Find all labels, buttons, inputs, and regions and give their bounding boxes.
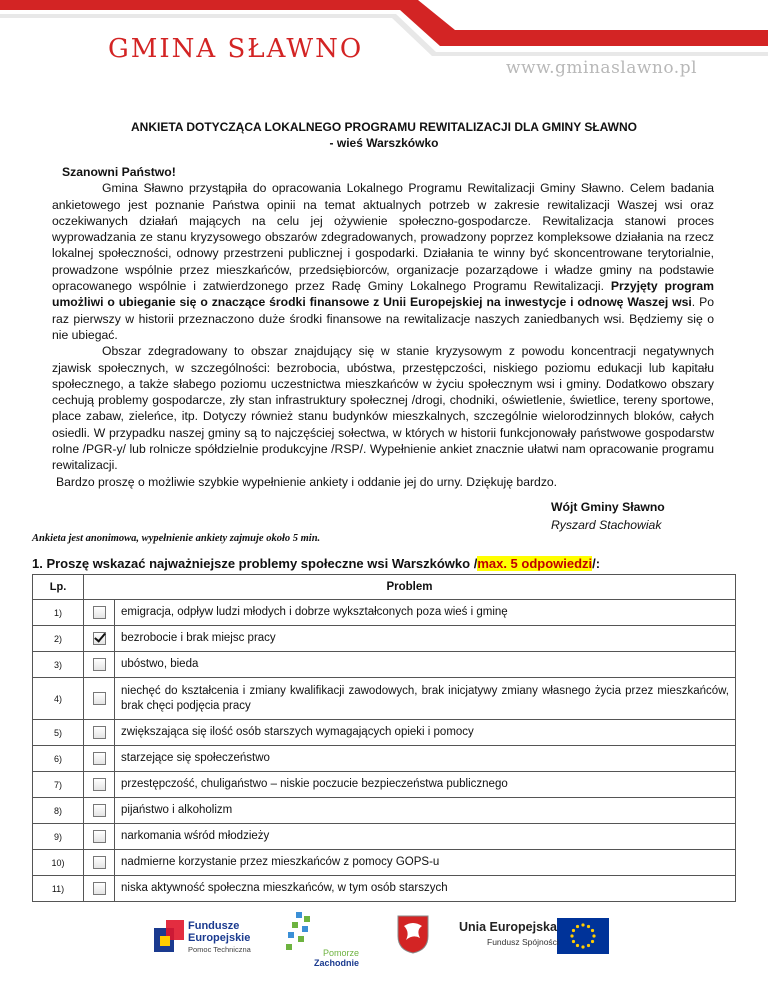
table-row bbox=[33, 720, 736, 746]
paragraph-1-end: . Po raz pierwszy w historii przeznaczono duże środki finansowe na rewitalizacje naszych zaniedbanych wsi. Będziemy się o nie ubiegać. bbox=[52, 295, 714, 342]
table-row bbox=[33, 746, 736, 772]
row-checkbox[interactable] bbox=[93, 606, 106, 619]
table-row bbox=[33, 824, 736, 850]
row-problem-text: narkomania wśród młodzieży bbox=[115, 824, 736, 850]
eu-flag-icon bbox=[557, 918, 609, 954]
row-checkbox-cell bbox=[84, 824, 115, 850]
ue-sub: Fundusz Spójności bbox=[487, 937, 559, 947]
row-checkbox-cell bbox=[84, 746, 115, 772]
ue-title: Unia Europejska bbox=[459, 920, 557, 934]
page-header bbox=[0, 0, 768, 80]
row-number: 1) bbox=[33, 600, 84, 626]
table-row bbox=[33, 798, 736, 824]
row-problem-text: niska aktywność społeczna mieszkańców, w tym osób starszych bbox=[115, 876, 736, 902]
header-decoration bbox=[0, 0, 768, 80]
row-checkbox-cell bbox=[84, 652, 115, 678]
paragraph-1-start: Gmina Sławno przystąpiła do opracowania Lokalnego Programu Rewitalizacji Gminy Sławno. Celem badania ankietowego jest poznanie Państwa opinii na temat aktualnych potrzeb w zakresie rewitalizacji Waszej wsi oraz oczekiwanych działań mających na celu jej ożywienie społeczno-gospodarcze. Rewitalizacja stanowi proces wyprowadzania ze stanu kryzysowego obszarów zdegradowanych, prowadzony poprzez kompleksowe działania na rzecz lokalnej społeczności, odnowy przestrzeni publicznej i gospodarki. Działania te winny być skoncentrowane terytorialnie, prowadzone wspólnie przez mieszkańców, przedsiębiorców, organizacje pozarządowe i władze gminy na podstawie opracowanego wspólnie i zatwierdzonego przez Radę Gminy Lokalnego Programu Rewitalizacji. bbox=[52, 181, 714, 294]
row-checkbox-cell bbox=[84, 798, 115, 824]
table-row bbox=[33, 772, 736, 798]
question-1 bbox=[32, 556, 600, 571]
row-problem-text: nadmierne korzystanie przez mieszkańców z pomocy GOPS-u bbox=[115, 850, 736, 876]
fe-line2: Europejskie bbox=[188, 932, 251, 944]
eu-star bbox=[572, 929, 575, 932]
website-url[interactable]: www.gminaslawno.pl bbox=[506, 58, 698, 78]
row-checkbox[interactable] bbox=[93, 632, 106, 645]
fundusze-europejskie-logo-icon bbox=[150, 918, 186, 954]
row-number: 8) bbox=[33, 798, 84, 824]
fe-line1: Fundusze bbox=[188, 920, 240, 932]
row-checkbox[interactable] bbox=[93, 830, 106, 843]
row-number: 9) bbox=[33, 824, 84, 850]
signature-name: Ryszard Stachowiak bbox=[551, 518, 662, 532]
row-number: 5) bbox=[33, 720, 84, 746]
row-number: 10) bbox=[33, 850, 84, 876]
eu-star bbox=[576, 925, 579, 928]
eu-star bbox=[576, 944, 579, 947]
eu-star bbox=[587, 925, 590, 928]
row-number: 4) bbox=[33, 678, 84, 720]
row-checkbox[interactable] bbox=[93, 726, 106, 739]
footer-logos bbox=[0, 908, 768, 988]
fe-sub: Pomoc Techniczna bbox=[188, 945, 251, 954]
survey-subtitle: - wieś Warszkówko bbox=[329, 136, 439, 150]
row-number: 2) bbox=[33, 626, 84, 652]
row-problem-text: emigracja, odpływ ludzi młodych i dobrze wykształconych poza wieś i gminę bbox=[115, 600, 736, 626]
col-problem: Problem bbox=[84, 575, 736, 600]
row-checkbox[interactable] bbox=[93, 856, 106, 869]
table-row bbox=[33, 652, 736, 678]
row-number: 7) bbox=[33, 772, 84, 798]
signature bbox=[551, 498, 665, 534]
question-highlight: max. 5 odpowiedzi bbox=[477, 556, 593, 571]
greeting: Szanowni Państwo! bbox=[62, 165, 176, 179]
question-suffix: /: bbox=[592, 556, 601, 571]
intro-letter bbox=[52, 164, 714, 490]
question-text: 1. Proszę wskazać najważniejsze problemy społeczne wsi Warszkówko / bbox=[32, 556, 478, 571]
eu-star bbox=[591, 929, 594, 932]
row-checkbox[interactable] bbox=[93, 882, 106, 895]
row-checkbox-cell bbox=[84, 876, 115, 902]
header-red-band bbox=[0, 0, 768, 46]
eu-star bbox=[570, 934, 573, 937]
table-header-row bbox=[33, 575, 736, 600]
eu-star bbox=[591, 940, 594, 943]
row-checkbox-cell bbox=[84, 678, 115, 720]
row-problem-text: zwiększająca się ilość osób starszych wymagających opieki i pomocy bbox=[115, 720, 736, 746]
table-row bbox=[33, 850, 736, 876]
row-checkbox-cell bbox=[84, 720, 115, 746]
pz-line2: Zachodnie bbox=[314, 958, 360, 968]
eu-star bbox=[572, 940, 575, 943]
paragraph-1 bbox=[52, 180, 714, 343]
row-checkbox[interactable] bbox=[93, 804, 106, 817]
paragraph-2: Obszar zdegradowany to obszar znajdujący się w stanie kryzysowym z powodu koncentracji negatywnych zjawisk społecznych, w szczególności: bezrobocia, ubóstwa, przestępczości, niskiego poziomu edukacji lub kapitału społecznego, a także słabego poziomu uczestnictwa mieszkańców w życiu społecznym wsi i gminy. Dodatkowo obszary cechują problemy gospodarcze, zły stan infrastruktury społecznej /drogi, chodniki, oświetlenie, świetlice, tereny sportowe, place zabaw, zieleńce, itp. Dotyczy również stanu budynków mieszkalnych, szczególnie wielorodzinnych bloków, całych osiedli. W przypadku naszej gminy są to najczęściej sołectwa, w których w historii funkcjonowały państwowe gospodarstw rolne /PGR-y/ lub rolnicze spółdzielnie produkcyjne /RSP/. Wypełnienie ankiet znacznie ułatwi nam opracowanie programu rewitalizacji. bbox=[52, 344, 714, 473]
problems-table bbox=[32, 574, 736, 902]
survey-title: ANKIETA DOTYCZĄCA LOKALNEGO PROGRAMU REWITALIZACJI DLA GMINY SŁAWNO bbox=[131, 120, 637, 134]
row-problem-text: niechęć do kształcenia i zmiany kwalifikacji zawodowych, brak inicjatywy zmiany własnego życia przez mieszkańców, brak chęci podjęcia pracy bbox=[115, 678, 736, 720]
anonymity-note: Ankieta jest anonimowa, wypełnienie ankiety zajmuje około 5 min. bbox=[32, 533, 321, 544]
eu-star bbox=[587, 944, 590, 947]
col-lp: Lp. bbox=[33, 575, 84, 600]
row-checkbox-cell bbox=[84, 600, 115, 626]
table-row bbox=[33, 678, 736, 720]
row-checkbox-cell bbox=[84, 850, 115, 876]
pz-logo-text bbox=[314, 948, 359, 968]
row-problem-text: pijaństwo i alkoholizm bbox=[115, 798, 736, 824]
row-checkbox[interactable] bbox=[93, 752, 106, 765]
row-problem-text: przestępczość, chuligaństwo – niskie poczucie bezpieczeństwa publicznego bbox=[115, 772, 736, 798]
row-checkbox-cell bbox=[84, 626, 115, 652]
table-row bbox=[33, 876, 736, 902]
row-number: 3) bbox=[33, 652, 84, 678]
eu-star bbox=[581, 945, 584, 948]
row-checkbox[interactable] bbox=[93, 658, 106, 671]
row-problem-text: ubóstwo, bieda bbox=[115, 652, 736, 678]
fe-logo-text bbox=[188, 920, 251, 956]
eu-star bbox=[592, 934, 595, 937]
table-row bbox=[33, 600, 736, 626]
row-checkbox-cell bbox=[84, 772, 115, 798]
row-number: 6) bbox=[33, 746, 84, 772]
row-checkbox[interactable] bbox=[93, 778, 106, 791]
row-checkbox[interactable] bbox=[93, 692, 106, 705]
eu-star bbox=[581, 923, 584, 926]
brand-title: GMINA SŁAWNO bbox=[108, 34, 364, 64]
row-number: 11) bbox=[33, 876, 84, 902]
paragraph-1-bold: Przyjęty program umożliwi o ubieganie się o znaczące środki finansowe z Unii Europejskiej na inwestycje i odnowę Waszej wsi bbox=[52, 279, 714, 310]
table-row bbox=[33, 626, 736, 652]
slawno-coat-of-arms-icon bbox=[396, 914, 430, 954]
table-body bbox=[33, 600, 736, 902]
paragraph-3: Bardzo proszę o możliwie szybkie wypełnienie ankiety i oddanie jej do urny. Dziękuję bardzo. bbox=[56, 474, 558, 489]
row-problem-text: starzejące się społeczeństwo bbox=[115, 746, 736, 772]
row-problem-text: bezrobocie i brak miejsc pracy bbox=[115, 626, 736, 652]
signature-role: Wójt Gminy Sławno bbox=[551, 500, 665, 514]
pz-line1: Pomorze bbox=[323, 948, 360, 958]
